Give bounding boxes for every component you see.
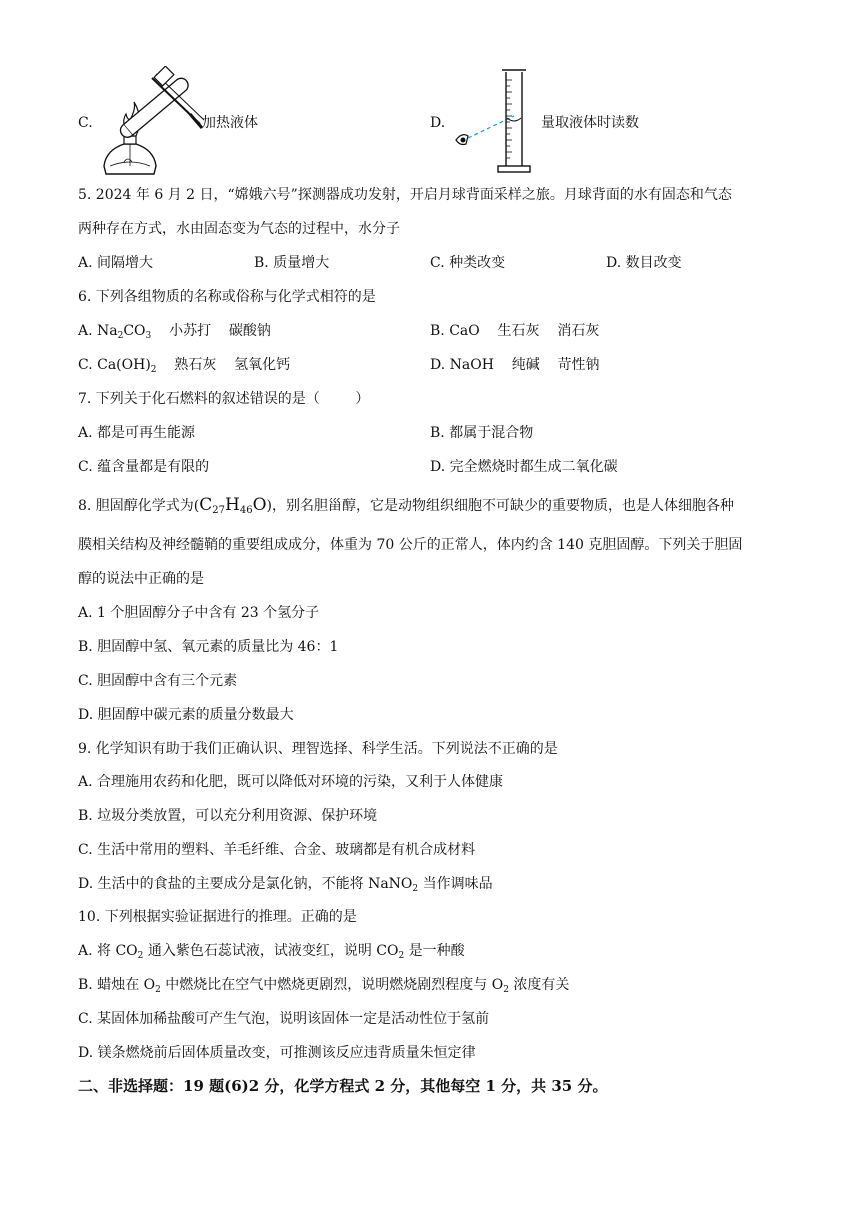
q8-stem-line2: 膜相关结构及神经髓鞘的重要组成成分，体重为 70 公斤的正常人，体内约含 140 克胆固醇。下列关于胆固	[78, 537, 743, 553]
q4-option-c-letter: C.	[78, 115, 93, 131]
q9-option-b: B. 垃圾分类放置，可以充分利用资源、保护环境	[78, 808, 378, 824]
q6-option-a: A. $Na_2CO_3$ 小苏打 碳酸钠	[78, 323, 271, 341]
q5-option-b: B. 质量增大	[254, 255, 330, 271]
q8-option-b: B. 胆固醇中氢、氧元素的质量比为 46：1	[78, 639, 339, 655]
heating-liquid-illustration	[98, 66, 206, 178]
q5-stem-line1: 5. 2024 年 6 月 2 日，“嫦娥六号”探测器成功发射，开启月球背面采样之旅。月球背面的水有固态和气态	[78, 187, 732, 203]
q7-option-a: A. 都是可再生能源	[78, 425, 196, 441]
q5-option-d: D. 数目改变	[606, 255, 682, 271]
q6-option-d: D. NaOH 纯碱 苛性钠	[430, 357, 600, 373]
q7-option-c: C. 蕴含量都是有限的	[78, 459, 210, 475]
cholesterol-formula: $C_{27}H_{46}O$	[199, 495, 267, 516]
q10-option-b: B. 蜡烛在 $O_2$ 中燃烧比在空气中燃烧更剧烈，说明燃烧剧烈程度与 $O_2$ 浓度有关	[78, 977, 570, 995]
q5-option-a: A. 间隔增大	[78, 255, 154, 271]
q6-option-b: B. CaO 生石灰 消石灰	[430, 323, 600, 339]
q8-option-d: D. 胆固醇中碳元素的质量分数最大	[78, 707, 294, 723]
q4-option-d-text: 量取液体时读数	[541, 115, 639, 131]
q10-option-d: D. 镁条燃烧前后固体质量改变，可推测该反应违背质量朱恒定律	[78, 1045, 476, 1061]
q7-stem: 7. 下列关于化石燃料的叙述错误的是（ ）	[78, 391, 370, 407]
q9-stem: 9. 化学知识有助于我们正确认识、理智选择、科学生活。下列说法不正确的是	[78, 741, 558, 757]
q6-option-c: C. $Ca(OH)_2$ 熟石灰 氢氧化钙	[78, 357, 291, 375]
q8-option-a: A. 1 个胆固醇分子中含有 23 个氢分子	[78, 605, 320, 621]
q4-option-d-letter: D.	[430, 115, 446, 131]
section-two-heading: 二、非选择题：19 题(6)2 分，化学方程式 2 分，其他每空 1 分，共 35 分。	[78, 1077, 608, 1095]
q6-stem: 6. 下列各组物质的名称或俗称与化学式相符的是	[78, 289, 376, 305]
q8-stem-line1: 8. 胆固醇化学式为$(C_{27}H_{46}O)$，别名胆甾醇，它是动物组织细胞不可缺少的重要物质，也是人体细胞各种	[78, 495, 734, 516]
q9-option-a: A. 合理施用农药和化肥，既可以降低对环境的污染，又利于人体健康	[78, 774, 504, 790]
q4-option-c-text: 加热液体	[202, 115, 258, 131]
q9-option-d: D. 生活中的食盐的主要成分是氯化钠，不能将 NaNO$_2$ 当作调味品	[78, 876, 493, 894]
q7-option-d: D. 完全燃烧时都生成二氧化碳	[430, 459, 618, 475]
q10-option-c: C. 某固体加稀盐酸可产生气泡，说明该固体一定是活动性位于氢前	[78, 1011, 490, 1027]
q5-option-c: C. 种类改变	[430, 255, 506, 271]
q9-option-c: C. 生活中常用的塑料、羊毛纤维、合金、玻璃都是有机合成材料	[78, 842, 476, 858]
q5-stem-line2: 两种存在方式，水由固态变为气态的过程中，水分子	[78, 221, 400, 237]
q7-option-b: B. 都属于混合物	[430, 425, 534, 441]
q8-stem-line3: 醇的说法中正确的是	[78, 571, 204, 587]
measuring-cylinder-illustration	[452, 66, 542, 176]
q10-option-a: A. 将 $CO_2$ 通入紫色石蕊试液，试液变红，说明 $CO_2$ 是一种酸	[78, 943, 465, 961]
q10-stem: 10. 下列根据实验证据进行的推理。正确的是	[78, 909, 357, 925]
q8-option-c: C. 胆固醇中含有三个元素	[78, 673, 238, 689]
